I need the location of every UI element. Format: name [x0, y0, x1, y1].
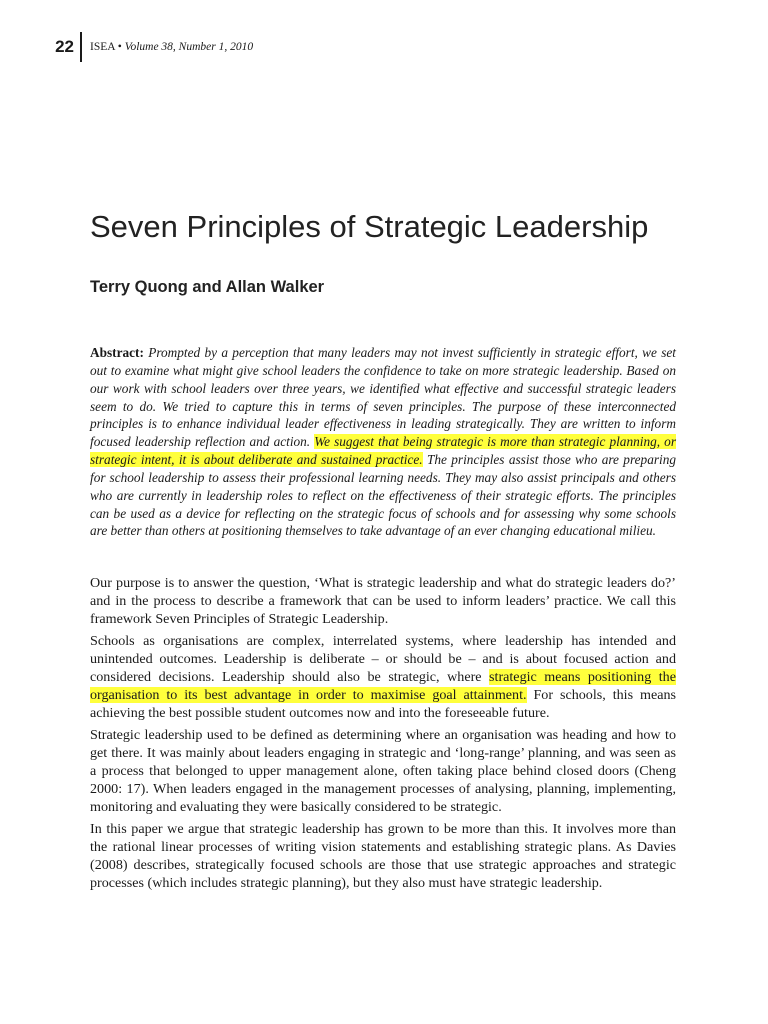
p2-text-after: For schools, this means achieving the best possible student outcomes now and into the foreseeable future.	[90, 687, 676, 721]
header-divider	[80, 32, 82, 62]
page-number: 22	[55, 37, 74, 56]
journal-citation	[90, 40, 253, 54]
journal-name: ISEA	[90, 41, 115, 53]
journal-volume: Volume 38, Number 1, 2010	[124, 41, 254, 53]
abstract-text-1: Prompted by a perception that many leaders may not invest sufficiently in strategic effort, we set out to examine what might give school leaders the confidence to take on more strategic leadership. Based on our work with school leaders over three years, we identified what effective and successful strategic leaders seem to do. We tried to capture this in terms of seven principles. The purpose of these interconnected principles is to enhance individual leader effectiveness in leading strategically. They are written to inform focused leadership reflection and action.	[90, 345, 677, 450]
bullet-separator: •	[117, 41, 122, 53]
body-paragraph-3: Strategic leadership used to be defined as determining where an organisation was heading and how to get there. It was mainly about leaders engaging in strategic and ‘long-range’ planning, and was seen as a process that belonged to upper management alone, often taking place behind closed doors (Cheng 2000: 17). When leaders engaged in the management processes of analysing, planning, implementing, monitoring and evaluating they were basically considered to be strategic.	[90, 727, 676, 815]
article-body	[90, 574, 676, 896]
abstract-text-2: The principles assist those who are preparing for school leadership to assess their professional learning needs. They may also assist principals and others who are currently in leadership roles to reflect on the effectiveness of their strategic efforts. The principles can be used as a device for reflecting on the strategic focus of schools and for assessing why some schools are better than others at positioning themselves to take advantage of an ever changing educational milieu.	[90, 452, 677, 539]
abstract-highlight: We suggest that being strategic is more than strategic planning, or strategic intent, it is about deliberate and sustained practice.	[90, 434, 676, 468]
article-title: Seven Principles of Strategic Leadership	[90, 209, 649, 244]
abstract	[90, 344, 676, 540]
p2-highlight: strategic means positioning the organisation to its best advantage in order to maximise goal attainment.	[90, 669, 676, 703]
abstract-label: Abstract:	[90, 345, 144, 360]
body-paragraph-1: Our purpose is to answer the question, ‘What is strategic leadership and what do strategic leaders do?’ and in the process to describe a framework that can be used to inform leaders’ practice. We call this framework Seven Principles of Strategic Leadership.	[90, 575, 676, 627]
body-paragraph-2	[90, 632, 676, 722]
body-paragraph-4: In this paper we argue that strategic leadership has grown to be more than this. It involves more than the rational linear processes of writing vision statements and establishing strategic plans. As Davies (2008) describes, strategically focused schools are those that use strategic approaches and strategic processes (which includes strategic planning), but they also must have strategic leadership.	[90, 821, 676, 891]
article-authors: Terry Quong and Allan Walker	[90, 278, 325, 296]
p2-text-before: Schools as organisations are complex, interrelated systems, where leadership has intended and unintended outcomes. Leadership is deliberate – or should be – and is about focused action and considered decisions. Leadership should also be strategic, where	[90, 633, 676, 685]
